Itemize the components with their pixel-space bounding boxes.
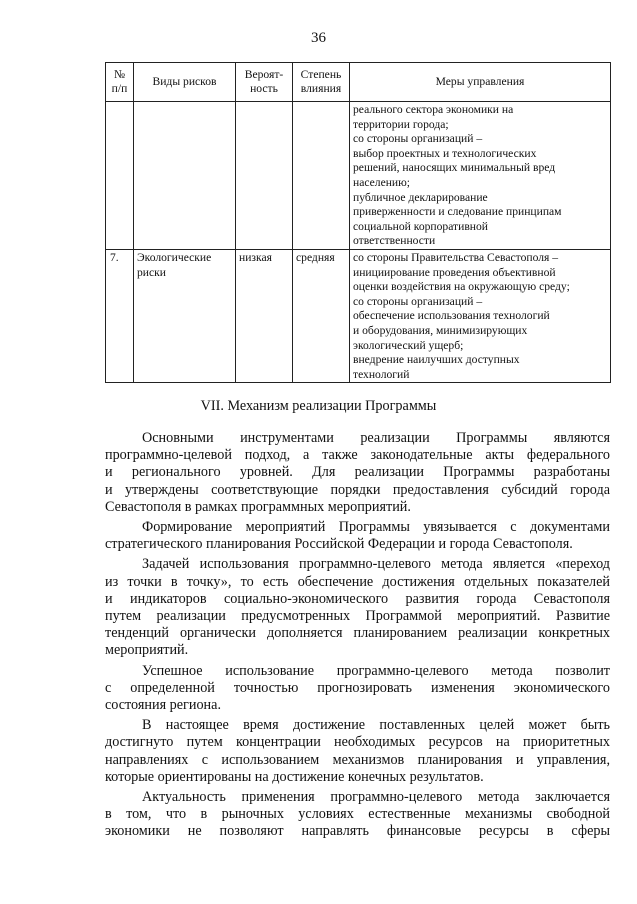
risk-type-line: Экологические xyxy=(137,250,212,264)
measure-line: обеспечение использования технологий xyxy=(353,309,550,323)
row-measures-cell xyxy=(350,249,611,382)
text-line: достигнуто путем концентрации необходимых ресурсов на приоритетных xyxy=(105,734,610,751)
text-line: Актуальность применения программно-целевого метода заключается xyxy=(142,789,610,806)
text-line: Севастополя в рамках программных мероприятий. xyxy=(105,498,411,515)
measure-line: экологический ущерб; xyxy=(353,338,464,352)
row-impact-cell xyxy=(293,102,350,250)
text-line: тенденций органически дополняется планированием реализации конкретных xyxy=(105,625,610,642)
text-line: с определенной точностью прогнозировать изменения экономического xyxy=(105,679,610,696)
text-line: которые ориентированы на достижение конечных результатов. xyxy=(105,768,484,785)
paragraph xyxy=(105,663,610,715)
header-probability-line: ность xyxy=(250,82,278,95)
text-line: программно-целевой подход, а также законодательные акты федерального xyxy=(105,447,610,464)
text-line: состояния региона. xyxy=(105,697,221,714)
measure-line: и оборудования, минимизирующих xyxy=(353,323,528,337)
row-num-cell xyxy=(106,102,134,250)
measure-line: социальной корпоративной xyxy=(353,219,489,233)
text-line: и регионального уровней. Для реализации Программы разработаны xyxy=(105,464,610,481)
page-number: 36 xyxy=(311,30,326,46)
measure-line: оценки воздействия на окружающую среду; xyxy=(353,280,570,294)
row-risk-type-cell xyxy=(134,249,236,382)
header-impact-line: Степень xyxy=(300,68,342,81)
table-row xyxy=(106,102,611,250)
header-measures xyxy=(350,63,611,102)
header-risk-type xyxy=(134,63,236,102)
paragraph xyxy=(105,556,610,659)
text-line: В настоящее время достижение поставленных целей может быть xyxy=(142,717,610,734)
paragraph xyxy=(105,430,610,516)
row-impact-cell xyxy=(293,249,350,382)
text-line: направлениях с использованием механизмов планирования и управления, xyxy=(105,751,610,768)
row-num-cell: 7. xyxy=(106,249,134,382)
measure-line: технологий xyxy=(353,367,410,381)
text-line: и утверждены соответствующие порядки предоставления субсидий города xyxy=(105,481,610,498)
measure-line: внедрение наилучших доступных xyxy=(353,353,520,367)
measure-line: приверженности и следование принципам xyxy=(353,205,562,219)
impact-value: средняя xyxy=(296,250,335,264)
header-num-line: п/п xyxy=(111,82,128,95)
paragraph xyxy=(105,789,610,841)
measure-line: населению; xyxy=(353,175,411,189)
text-line: Успешное использование программно-целевого метода позволит xyxy=(142,662,610,679)
measure-line: выбор проектных и технологических xyxy=(353,146,537,160)
risk-management-table xyxy=(105,62,611,383)
paragraph xyxy=(105,717,610,786)
measure-line: со стороны организаций – xyxy=(353,132,483,146)
measure-line: со стороны организаций – xyxy=(353,294,483,308)
text-line: и индикаторов социально-экономического развития города Севастополя xyxy=(105,590,610,607)
text-line: из точки в точку», то есть обеспечение достижения отдельных показателей xyxy=(105,573,610,590)
text-line: экономики не позволяют направлять финансовые ресурсы в сферы xyxy=(105,823,610,840)
header-probability xyxy=(236,63,293,102)
measure-line: инициирование проведения объективной xyxy=(353,265,556,279)
text-line: стратегического планирования Российской Федерации и города Севастополя. xyxy=(105,536,573,553)
table-row xyxy=(106,249,611,382)
measure-line: реального сектора экономики на xyxy=(353,103,514,116)
row-probability-cell xyxy=(236,102,293,250)
row-risk-type-cell xyxy=(134,102,236,250)
header-risk-type-line: Виды рисков xyxy=(152,75,217,88)
text-line: Задачей использования программно-целевого метода является «переход xyxy=(142,556,610,573)
measure-line: решений, наносящих минимальный вред xyxy=(353,161,556,175)
header-measures-line: Меры управления xyxy=(435,75,525,88)
table-header-row xyxy=(106,63,611,102)
row-measures-cell xyxy=(350,102,611,250)
paragraph xyxy=(105,519,610,553)
header-impact xyxy=(293,63,350,102)
measure-line: территории города; xyxy=(353,117,449,131)
text-line: Формирование мероприятий Программы увязывается с документами xyxy=(142,519,610,536)
measure-line: публичное декларирование xyxy=(353,190,488,204)
body-text xyxy=(105,430,610,844)
measure-line: ответственности xyxy=(353,234,436,248)
risk-type-line: риски xyxy=(137,265,166,279)
header-num-line: № xyxy=(113,68,126,81)
header-probability-line: Вероят- xyxy=(244,68,284,81)
text-line: мероприятий. xyxy=(105,642,189,659)
header-impact-line: влияния xyxy=(300,82,342,95)
header-num xyxy=(106,63,134,102)
text-line: в том, что в рыночных условиях естественные механизмы свободной xyxy=(105,806,610,823)
text-line: путем реализации предусмотренных Программой мероприятий. Развитие xyxy=(105,608,610,625)
probability-value: низкая xyxy=(239,250,272,264)
section-title: VII. Механизм реализации Программы xyxy=(200,398,437,414)
text-line: Основными инструментами реализации Программы являются xyxy=(142,430,610,446)
measure-line: со стороны Правительства Севастополя – xyxy=(353,250,559,264)
row-probability-cell xyxy=(236,249,293,382)
